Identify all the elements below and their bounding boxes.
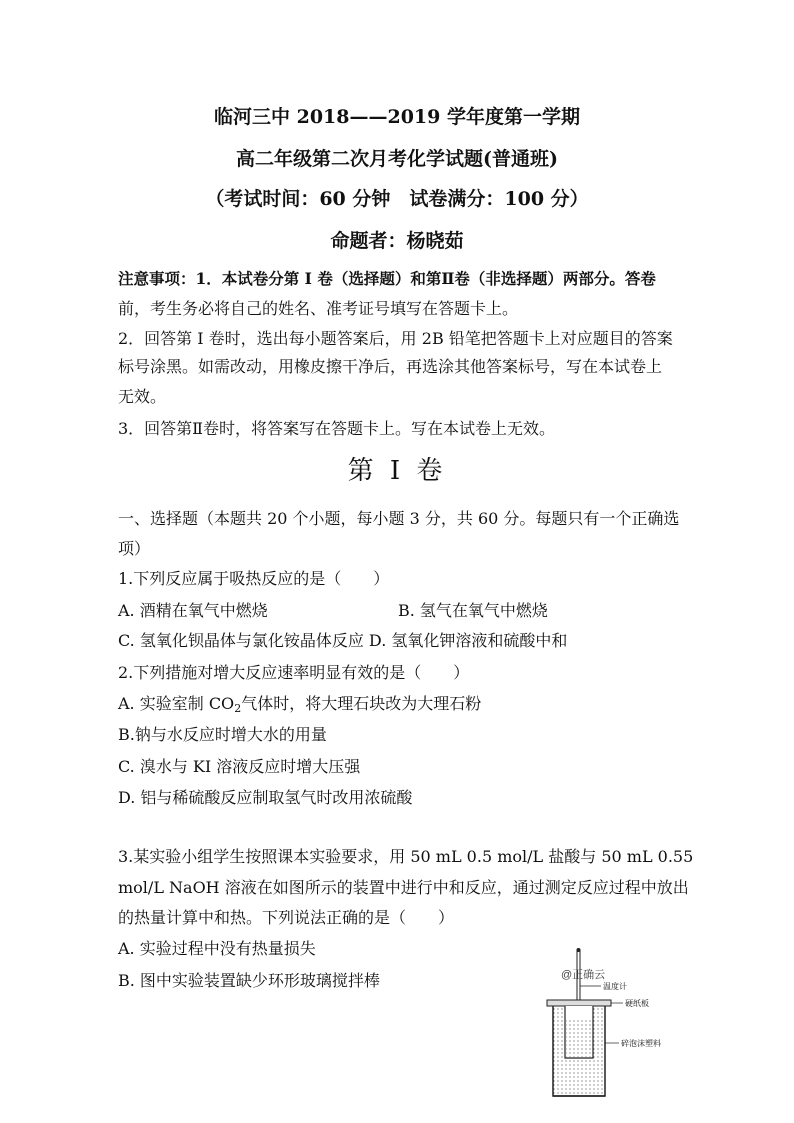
note-line2: 前，考生务必将自己的姓名、准考证号填写在答题卡上。 (118, 299, 519, 318)
part1-heading-line1: 一、选择题（本题共 20 个小题，每小题 3 分，共 60 分。每题只有一个正确选 (118, 509, 680, 528)
q2-option-a-pre: A. 实验室制 CO (118, 694, 235, 713)
exam-title-line1: 临河三中 2018——2019 学年度第一学期 (214, 106, 580, 128)
cardboard-lid (547, 1000, 611, 1006)
part1-heading-line2: 项） (118, 539, 151, 558)
q1-option-b: B. 氢气在氧气中燃烧 (398, 601, 548, 620)
note-line1: 注意事项：1．本试卷分第 I 卷（选择题）和第Ⅱ卷（非选择题）两部分。答卷 (118, 269, 656, 288)
q3-stem-line3: 的热量计算中和热。下列说法正确的是（ ） (118, 908, 455, 927)
q2-option-a (118, 693, 481, 720)
q2-option-a-sub: 2 (234, 702, 242, 715)
note-line4: 标号涂黑。如需改动，用橡皮擦干净后，再选涂其他答案标号，写在本试卷上 (118, 357, 663, 376)
q2-option-c: C. 溴水与 KI 溶液反应时增大压强 (118, 757, 361, 776)
exam-title-line2: 高二年级第二次月考化学试题(普通班) (236, 148, 558, 170)
label-thermometer: 温度计 (603, 982, 627, 991)
q1-option-a: A. 酒精在氧气中燃烧 (118, 601, 268, 620)
note-line5: 无效。 (118, 387, 167, 406)
q2-option-a-post: 气体时，将大理石块改为大理石粉 (241, 694, 482, 713)
calorimeter-svg (545, 948, 695, 1113)
section-title: 第 I 卷 (347, 456, 447, 486)
solution (566, 1020, 592, 1057)
q3-stem-line1: 3.某实验小组学生按照课本实验要求，用 50 mL 0.5 mol/L 盐酸与 50 mL 0.55 (118, 847, 694, 866)
exam-author: 命题者：杨晓茹 (330, 230, 464, 252)
exam-info: （考试时间：60 分钟 试卷满分：100 分） (205, 188, 589, 210)
calorimeter-diagram (545, 948, 695, 1113)
watermark-text: @正确云 (561, 969, 606, 981)
q2-stem: 2.下列措施对增大反应速率明显有效的是（ ） (118, 663, 470, 682)
note-line6: 3．回答第Ⅱ卷时，将答案写在答题卡上。写在本试卷上无效。 (118, 419, 556, 438)
label-cardboard: 硬纸板 (625, 999, 649, 1008)
q3-option-a: A. 实验过程中没有热量损失 (118, 939, 316, 958)
q2-option-b: B.钠与水反应时增大水的用量 (118, 725, 327, 744)
label-foam: 碎泡沫塑料 (621, 1039, 661, 1048)
q1-stem: 1.下列反应属于吸热反应的是（ ） (118, 569, 390, 588)
q3-option-b: B. 图中实验装置缺少环形玻璃搅拌棒 (118, 971, 380, 990)
q3-stem-line2: mol/L NaOH 溶液在如图所示的装置中进行中和反应，通过测定反应过程中放出 (118, 878, 689, 897)
q2-option-d: D. 铝与稀硫酸反应制取氢气时改用浓硫酸 (118, 788, 413, 807)
q1-option-cd: C. 氢氧化钡晶体与氯化铵晶体反应 D. 氢氧化钾溶液和硫酸中和 (118, 631, 568, 650)
note-line3: 2．回答第 I 卷时，选出每小题答案后，用 2B 铅笔把答题卡上对应题目的答案 (118, 329, 673, 348)
